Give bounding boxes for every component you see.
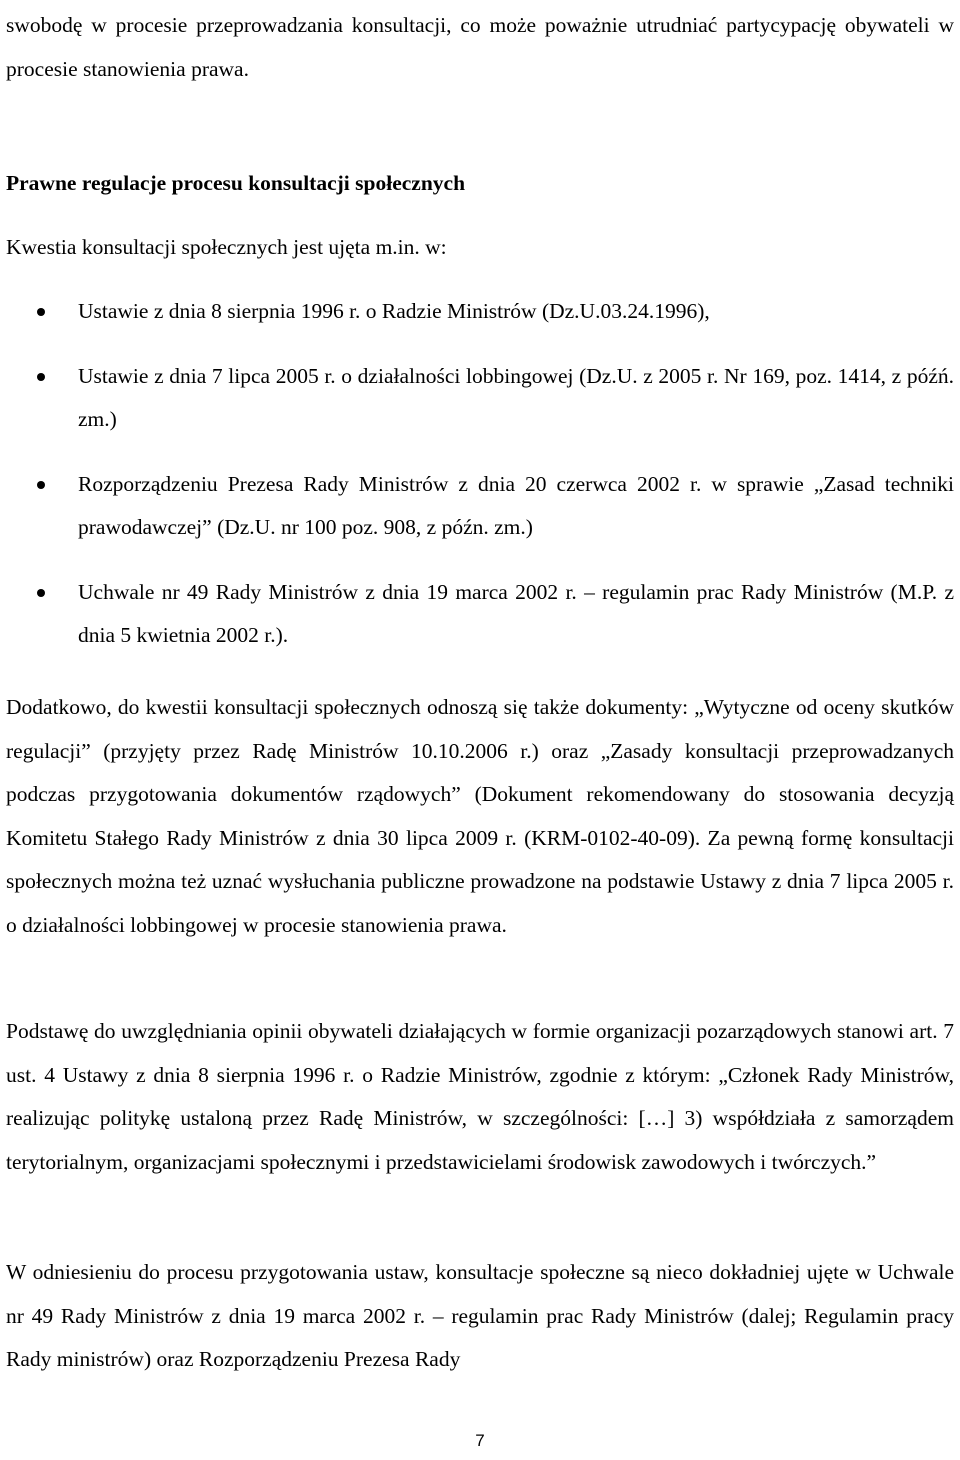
intro-paragraph: swobodę w procesie przeprowadzania konsultacji, co może poważnie utrudniać partycypację obywateli w procesie stanowienia prawa. <box>6 13 954 81</box>
list-item <box>0 571 954 658</box>
list-item-text: Ustawie z dnia 7 lipca 2005 r. o działalności lobbingowej (Dz.U. z 2005 r. Nr 169, poz. 1414, z późń. zm.) <box>78 363 954 431</box>
legislation-process-paragraph: W odniesieniu do procesu przygotowania ustaw, konsultacje społeczne są nieco dokładniej ujęte w Uchwale nr 49 Rady Ministrów z dnia 19 marca 2002 r. – regulamin prac Rady Ministrów (dalej; Regulamin pracy Rady ministrów) oraz Rozporządzeniu Prezesa Rady <box>6 1260 954 1371</box>
list-item <box>0 355 954 442</box>
page-number: 7 <box>475 1431 485 1450</box>
legal-basis-paragraph: Podstawę do uwzględniania opinii obywateli działających w formie organizacji pozarządowych stanowi art. 7 ust. 4 Ustawy z dnia 8 sierpnia 1996 r. o Radzie Ministrów, zgodnie z którym: „Członek Rady Ministrów, realizując politykę ustaloną przez Radę Ministrów, w szczególności: […] 3) współdziała z samorządem terytorialnym, organizacjami społecznymi i przedstawicielami środowisk zawodowych i twórczych.” <box>6 1019 954 1174</box>
additional-documents-paragraph: Dodatkowo, do kwestii konsultacji społecznych odnoszą się także dokumenty: „Wytyczne od oceny skutków regulacji” (przyjęty przez Radę Ministrów 10.10.2006 r.) oraz „Zasady konsultacji przeprowadzanych podczas przygotowania dokumentów rządowych” (Dokument rekomendowany do stosowania decyzją Komitetu Stałego Rady Ministrów z dnia 30 lipca 2009 r. (KRM-0102-40-09). Za pewną formę konsultacji społecznych można też uznać wysłuchania publiczne prowadzone na podstawie Ustawy z dnia 7 lipca 2005 r. o działalności lobbingowej w procesie stanowienia prawa. <box>6 695 954 937</box>
legal-acts-list <box>0 290 954 679</box>
list-item <box>0 463 954 550</box>
section-heading: Prawne regulacje procesu konsultacji społecznych <box>6 171 466 195</box>
list-item-text: Ustawie z dnia 8 sierpnia 1996 r. o Radzie Ministrów (Dz.U.03.24.1996), <box>78 299 710 323</box>
bullet-icon <box>37 589 45 597</box>
list-item <box>0 290 954 334</box>
bullet-icon <box>37 373 45 381</box>
bullet-icon <box>37 481 45 489</box>
lead-sentence: Kwestia konsultacji społecznych jest ujęta m.in. w: <box>6 235 447 259</box>
list-item-text: Rozporządzeniu Prezesa Rady Ministrów z dnia 20 czerwca 2002 r. w sprawie „Zasad techniki prawodawczej” (Dz.U. nr 100 poz. 908, z późn. zm.) <box>78 471 954 539</box>
list-item-text: Uchwale nr 49 Rady Ministrów z dnia 19 marca 2002 r. – regulamin prac Rady Ministrów (M.P. z dnia 5 kwietnia 2002 r.). <box>78 579 954 647</box>
bullet-icon <box>37 308 45 316</box>
